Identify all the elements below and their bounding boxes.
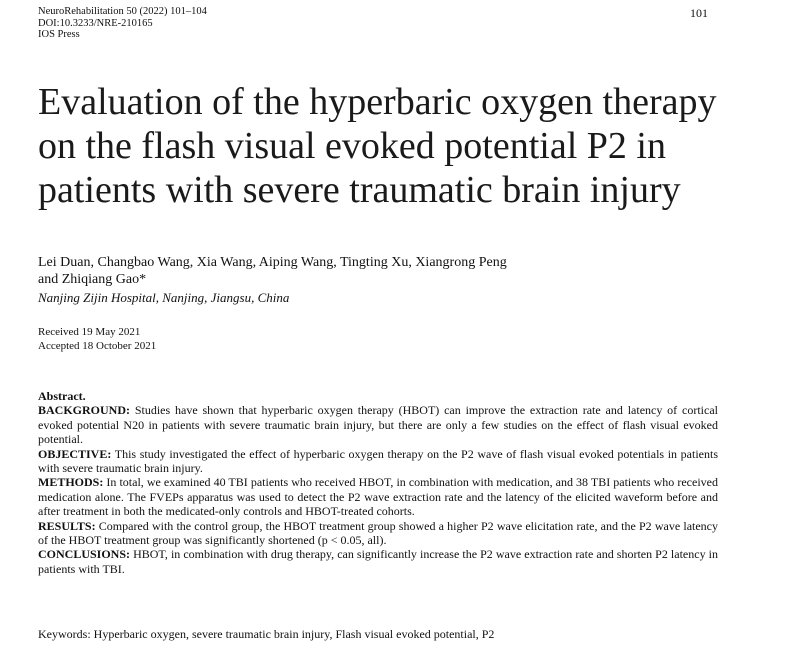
authors-line-1: Lei Duan, Changbao Wang, Xia Wang, Aiping Wang, Tingting Xu, Xiangrong Peng [38,255,507,270]
abstract-conclusions [38,547,718,576]
methods-text: In total, we examined 40 TBI patients who received HBOT, in combination with medication, and 38 TBI patients who received medication alone. The FVEPs apparatus was used to detect the P2 wave extraction rate and the latency of the elicited waveform before and after treatment in both the medicated-only controls and HBOT-treated cohorts. [38,475,718,519]
title-line-2: on the flash visual evoked potential P2 in [38,125,666,167]
affiliation: Nanjing Zijin Hospital, Nanjing, Jiangsu, China [38,290,290,305]
journal-info [38,6,207,41]
conclusions-text: HBOT, in combination with drug therapy, can significantly increase the P2 wave extraction rate and shorten P2 latency in patients with TBI. [38,547,718,576]
title-line-3: patients with severe traumatic brain injury [38,169,681,211]
conclusions-label: CONCLUSIONS: [38,547,131,562]
results-text: Compared with the control group, the HBOT treatment group showed a higher P2 wave elicitation rate, and the P2 wave latency of the HBOT treatment group was significantly shortened (p < 0.05, all). [38,518,718,548]
background-text: Studies have shown that hyperbaric oxygen therapy (HBOT) can improve the extraction rate and latency of cortical evoked potential N20 in patients with severe traumatic brain injury, but there are only a few studies on the effect of flash visual evoked potential. [38,403,718,447]
publisher: IOS Press [38,29,80,40]
authors-line-2: and Zhiqiang Gao* [38,272,147,287]
keywords: Keywords: Hyperbaric oxygen, severe traumatic brain injury, Flash visual evoked potential, P2 [38,627,495,641]
abstract-objective [38,447,718,476]
author-list [38,254,738,288]
title-line-1: Evaluation of the hyperbaric oxygen therapy [38,81,717,123]
received-date: Received 19 May 2021 [38,326,141,338]
doi: DOI:10.3233/NRE-210165 [38,17,153,29]
paper-title [38,80,758,212]
objective-label: OBJECTIVE: [38,446,112,461]
abstract [38,389,718,576]
abstract-results [38,519,718,548]
methods-label: METHODS: [38,475,104,490]
journal-citation: NeuroRehabilitation 50 (2022) 101–104 [38,6,207,17]
submission-dates [38,325,156,353]
page-number: 101 [690,6,708,20]
objective-text: This study investigated the effect of hyperbaric oxygen therapy on the P2 wave of flash visual evoked potentials in patients with severe traumatic brain injury. [38,446,718,476]
background-label: BACKGROUND: [38,403,130,418]
results-label: RESULTS: [38,518,96,533]
abstract-heading: Abstract. [38,389,86,403]
accepted-date: Accepted 18 October 2021 [38,340,157,352]
abstract-methods [38,475,718,518]
abstract-background [38,403,718,446]
